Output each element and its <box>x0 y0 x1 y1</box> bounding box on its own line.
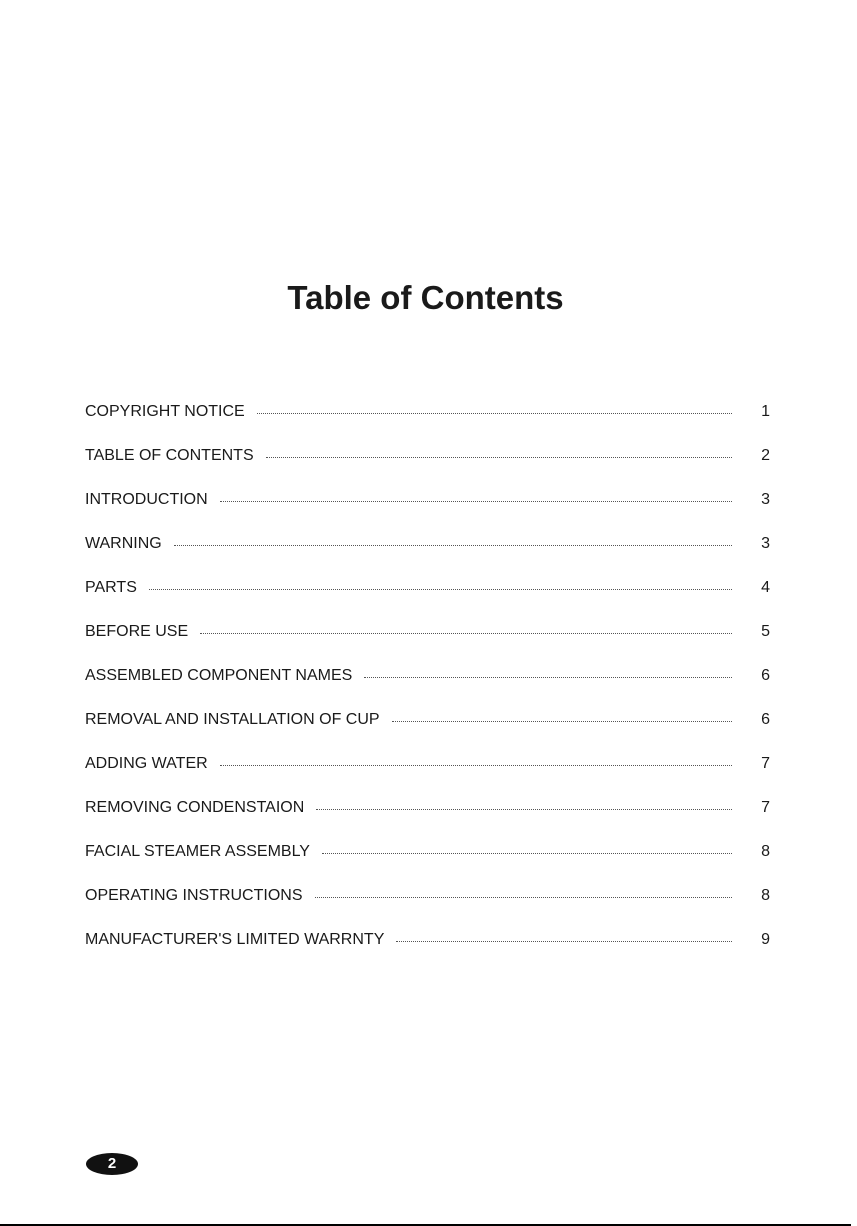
toc-entry-label: PARTS <box>85 579 137 596</box>
toc-entry-warning[interactable] <box>85 522 770 566</box>
toc-entry-page: 7 <box>761 799 770 816</box>
dot-leader <box>316 809 732 810</box>
toc-entry-page: 8 <box>761 843 770 860</box>
toc-entry-page: 8 <box>761 887 770 904</box>
toc-entry-manufacturers-limited-warrnty[interactable] <box>85 918 770 962</box>
dot-leader <box>257 413 732 414</box>
toc-entry-page: 3 <box>761 535 770 552</box>
toc-entry-label: FACIAL STEAMER ASSEMBLY <box>85 843 310 860</box>
toc-entry-assembled-component-names[interactable] <box>85 654 770 698</box>
toc-entry-label: BEFORE USE <box>85 623 189 640</box>
toc-entry-page: 7 <box>761 755 770 772</box>
toc-entry-label: REMOVAL AND INSTALLATION OF CUP <box>85 711 380 728</box>
toc-entry-label: COPYRIGHT NOTICE <box>85 403 245 420</box>
toc-entry-label: REMOVING CONDENSTAION <box>85 799 305 816</box>
dot-leader <box>392 721 732 722</box>
toc-entry-table-of-contents[interactable] <box>85 434 770 478</box>
toc-entry-label: OPERATING INSTRUCTIONS <box>85 887 303 904</box>
table-of-contents <box>85 390 770 962</box>
toc-entry-before-use[interactable] <box>85 610 770 654</box>
toc-entry-label: WARNING <box>85 535 162 552</box>
dot-leader <box>220 765 732 766</box>
toc-entry-copyright-notice[interactable] <box>85 390 770 434</box>
dot-leader <box>200 633 732 634</box>
dot-leader <box>266 457 732 458</box>
toc-entry-page: 9 <box>761 931 770 948</box>
toc-entry-adding-water[interactable] <box>85 742 770 786</box>
dot-leader <box>220 501 732 502</box>
toc-entry-label: TABLE OF CONTENTS <box>85 447 254 464</box>
dot-leader <box>174 545 732 546</box>
dot-leader <box>322 853 732 854</box>
dot-leader <box>364 677 732 678</box>
toc-entry-page: 2 <box>761 447 770 464</box>
toc-entry-introduction[interactable] <box>85 478 770 522</box>
toc-entry-removing-condenstaion[interactable] <box>85 786 770 830</box>
toc-entry-parts[interactable] <box>85 566 770 610</box>
page-title: Table of Contents <box>287 279 564 316</box>
toc-entry-page: 3 <box>761 491 770 508</box>
toc-entry-operating-instructions[interactable] <box>85 874 770 918</box>
toc-entry-page: 6 <box>761 667 770 684</box>
toc-entry-page: 1 <box>761 403 770 420</box>
dot-leader <box>149 589 732 590</box>
dot-leader <box>315 897 733 898</box>
toc-entry-label: ADDING WATER <box>85 755 208 772</box>
toc-entry-label: INTRODUCTION <box>85 491 208 508</box>
toc-entry-label: ASSEMBLED COMPONENT NAMES <box>85 667 353 684</box>
dot-leader <box>396 941 732 942</box>
toc-entry-facial-steamer-assembly[interactable] <box>85 830 770 874</box>
toc-entry-page: 5 <box>761 623 770 640</box>
toc-entry-page: 6 <box>761 711 770 728</box>
toc-entry-page: 4 <box>761 579 770 596</box>
toc-entry-label: MANUFACTURER'S LIMITED WARRNTY <box>85 931 385 948</box>
toc-entry-removal-and-installation-of-cup[interactable] <box>85 698 770 742</box>
page-number-badge: 2 <box>86 1153 138 1175</box>
